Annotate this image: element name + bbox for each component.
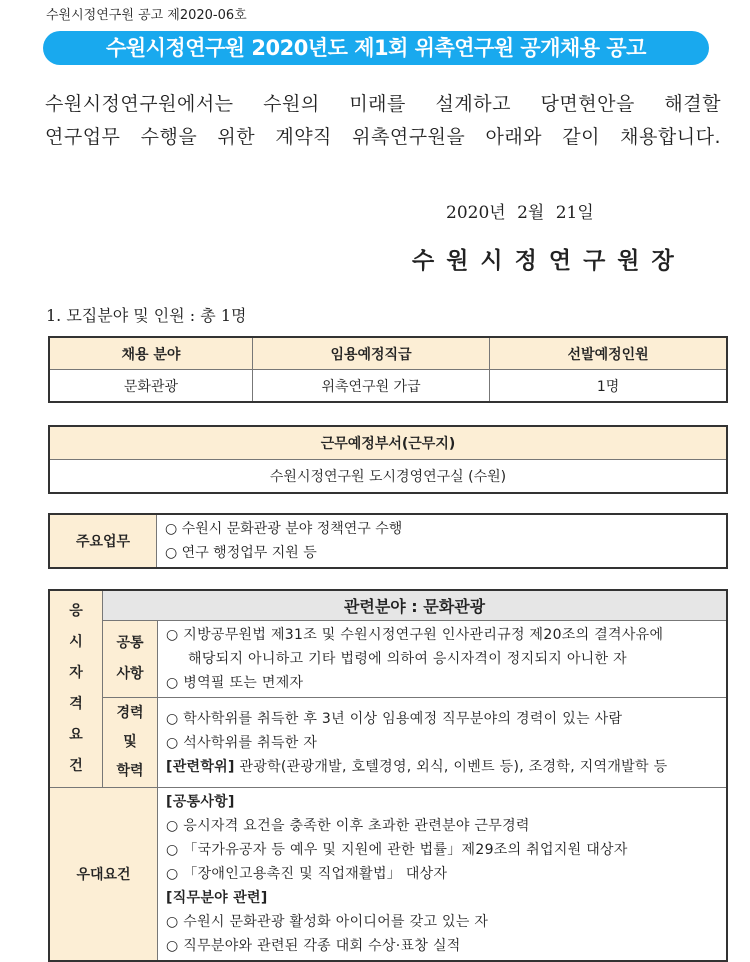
preference-content: [공통사항] ○ 응시자격 요건을 충족한 이후 초과한 관련분야 근무경력 ○ 「국가유공자 등 예우 및 지원에 관한 법률」제29조의 취업지원 대상자 ○ 「장애인고용촉진 및 직업재활법」 대상자 [직무분야 관련] ○ 수원시 문화관광 활성화 아이디어를 갖고 있는 자 ○ 직무분야와 관련된 각종 대회 수상·표창 실적: [158, 788, 728, 962]
col-header-grade: 임용예정직급: [252, 337, 489, 370]
cell-grade: 위촉연구원 가급: [252, 370, 489, 403]
duty-item: ○ 연구 행정업무 지원 등: [165, 545, 317, 561]
common-content: ○ 지방공무원법 제31조 및 수원시정연구원 인사관리규정 제20조의 결격사유에 해당되지 아니하고 기타 법령에 의하여 응시자격이 정지되지 아니한 자 ○ 병역필 또는 면제자: [158, 621, 728, 698]
intro-paragraph: [45, 88, 721, 154]
section-title: 1. 모집분야 및 인원 : 총 1명: [46, 306, 247, 325]
duties-content: [157, 514, 728, 568]
col-header-field: 채용 분야: [49, 337, 252, 370]
intro-line-2: 연구업무 수행을 위한 계약직 위촉연구원을 아래와 같이 채용합니다.: [45, 126, 721, 148]
qualification-vertical-label: 응 시 자 격 요 건: [49, 590, 103, 788]
career-label: 경력 및 학력: [103, 698, 158, 788]
signer-name: 수원시정연구원장: [412, 247, 686, 274]
workplace-value: 수원시정연구원 도시경영연구실 (수원): [49, 460, 727, 494]
notice-date: 2020년 2월 21일: [446, 203, 594, 223]
cell-count: 1명: [490, 370, 727, 403]
duty-item: ○ 수원시 문화관광 분야 정책연구 수행: [165, 521, 403, 537]
field-header: 관련분야 : 문화관광: [103, 590, 728, 621]
qualification-table: [48, 589, 728, 962]
workplace-table: [48, 425, 728, 494]
duties-table: [48, 513, 728, 569]
duties-label: 주요업무: [49, 514, 157, 568]
banner-title: 수원시정연구원 2020년도 제1회 위촉연구원 공개채용 공고: [43, 31, 709, 65]
preference-label: 우대요건: [49, 788, 158, 962]
workplace-header: 근무예정부서(근무지): [49, 426, 727, 460]
common-label: 공통 사항: [103, 621, 158, 698]
col-header-count: 선발예정인원: [490, 337, 727, 370]
cell-field: 문화관광: [49, 370, 252, 403]
career-content: ○ 학사학위를 취득한 후 3년 이상 임용예정 직무분야의 경력이 있는 사람 ○ 석사학위를 취득한 자 [관련학위] 관광학(관광개발, 호텔경영, 외식, 이벤트 등), 조경학, 지역개발학 등: [158, 698, 728, 788]
intro-line-1: 수원시정연구원에서는 수원의 미래를 설계하고 당면현안을 해결할: [45, 93, 721, 115]
recruit-table: [48, 336, 728, 403]
table-row: [49, 370, 727, 403]
notice-number: 수원시정연구원 공고 제2020-06호: [46, 8, 247, 23]
